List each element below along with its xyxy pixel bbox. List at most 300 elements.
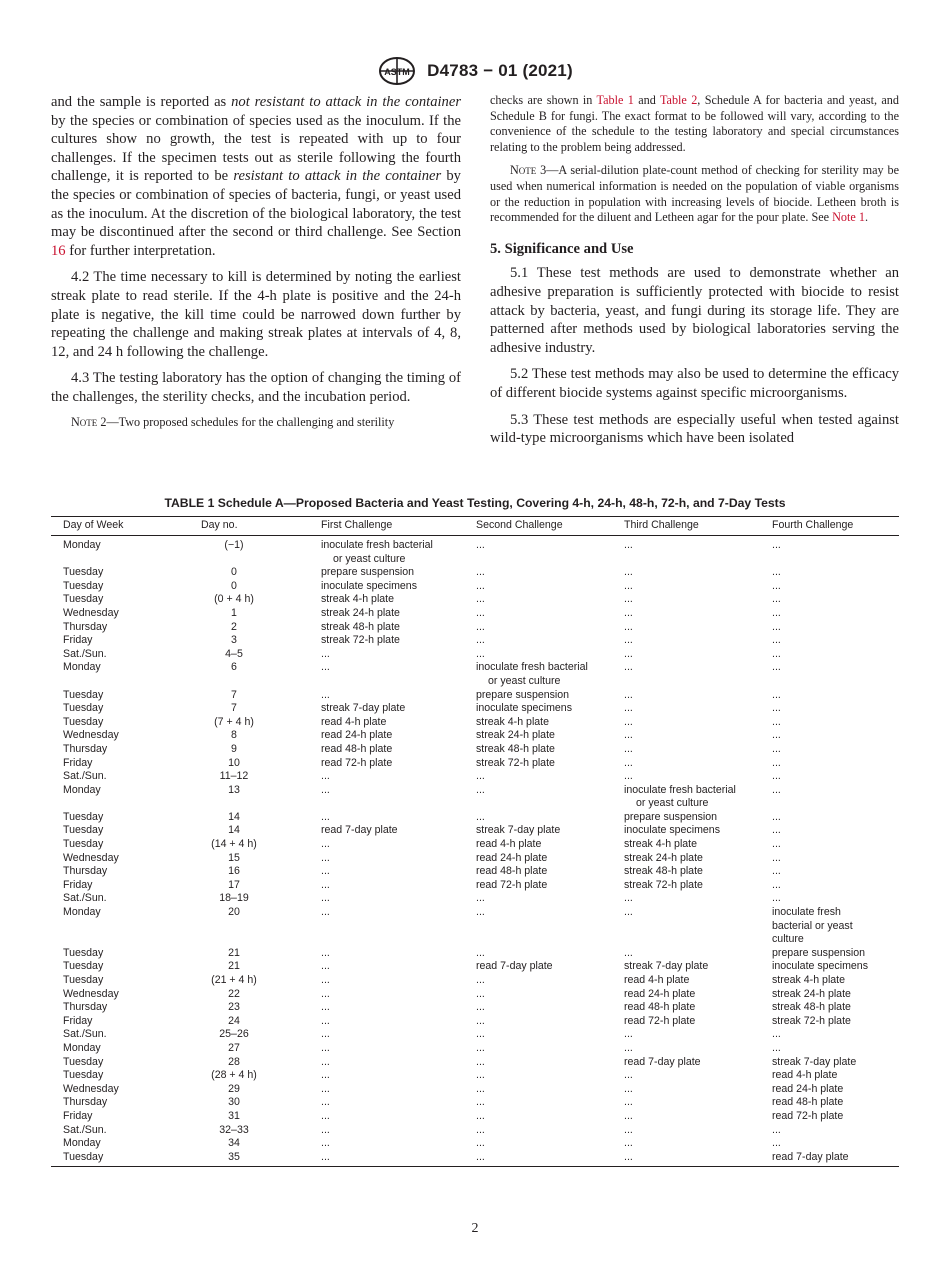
cell-day-no: 21	[228, 960, 240, 973]
cell-second-challenge: ...	[476, 1082, 485, 1095]
cell-second-challenge: ...	[476, 1069, 485, 1082]
cell-day-of-week: Wednesday	[63, 606, 119, 619]
cell-second-challenge: ...	[476, 1123, 485, 1136]
cell-fourth-challenge: prepare suspension	[772, 946, 866, 959]
cell-second-challenge: ...	[464, 1151, 612, 1167]
cell-first-challenge: read 24-h plate	[321, 729, 393, 742]
cell-day-of-week: Sat./Sun.	[63, 647, 107, 660]
table-row	[51, 1028, 899, 1042]
cell-day-of-week: Friday	[63, 1014, 93, 1027]
cell-fourth-challenge: ...	[772, 824, 781, 837]
cell-day-no: 16	[228, 865, 240, 878]
cell-day-no: 20	[228, 906, 240, 919]
table-row	[51, 757, 899, 771]
table-row	[51, 947, 899, 961]
table-row	[51, 1137, 899, 1151]
cell-day-no: 4–5	[225, 647, 243, 660]
cell-day-of-week: Tuesday	[63, 566, 104, 579]
cell-first-challenge: ...	[321, 1001, 330, 1014]
cell-day-of-week: Tuesday	[63, 702, 104, 715]
cell-first-challenge: streak 7-day plate	[321, 702, 406, 715]
cell-second-challenge: ...	[476, 810, 485, 823]
cell-day-of-week: Monday	[63, 1137, 101, 1150]
cell-third-challenge: streak 48-h plate	[624, 865, 703, 878]
table-row	[51, 1124, 899, 1138]
cell-second-challenge: ...	[476, 892, 485, 905]
table-row	[51, 892, 899, 906]
note-2: Note 2—Two proposed schedules for the challenging and sterility	[71, 414, 395, 429]
cell-second-challenge: streak 4-h plate	[476, 715, 550, 728]
table-row	[51, 838, 899, 852]
cell-day-of-week: Sat./Sun.	[63, 1028, 107, 1041]
cell-day-no: 2	[231, 620, 237, 633]
cell-second-challenge: ...	[476, 1096, 485, 1109]
cell-fourth-challenge: ...	[772, 579, 781, 592]
cell-first-challenge: ...	[321, 1069, 330, 1082]
table-row	[51, 784, 899, 811]
cell-second-challenge: ...	[476, 906, 485, 919]
cell-first-challenge: ...	[321, 892, 330, 905]
cell-fourth-challenge: ...	[772, 566, 781, 579]
cell-day-of-week: Wednesday	[63, 729, 119, 742]
cell-day-of-week: Thursday	[63, 865, 108, 878]
cell-second-challenge: ...	[476, 783, 485, 796]
table-row	[51, 1042, 899, 1056]
table-row	[51, 974, 899, 988]
table-row	[51, 852, 899, 866]
cell-day-no: 29	[228, 1082, 240, 1095]
cell-second-challenge: prepare suspension	[476, 688, 570, 701]
cell-fourth-challenge: ...	[772, 1123, 781, 1136]
cell-second-challenge: ...	[476, 566, 485, 579]
cell-fourth-challenge: ...	[772, 851, 781, 864]
cell-fourth-challenge: ...	[772, 1041, 781, 1054]
paragraph-4-2: 4.2 The time necessary to kill is determined by noting the earliest streak plate to read sterile. If the 4-h plate is positive and the 24-h plate is negative, the kill time could be narrowed down further by repeating the challenge and making streak plates at intervals of 4, 8, 12, and 24 h following the challenge.	[51, 269, 461, 360]
cell-first-challenge: ...	[321, 647, 330, 660]
cell-day-of-week: Tuesday	[63, 946, 104, 959]
cell-third-challenge: ...	[624, 1082, 633, 1095]
cell-fourth-challenge: ...	[772, 756, 781, 769]
cell-day-no: 15	[228, 851, 240, 864]
cell-fourth-challenge: read 48-h plate	[772, 1096, 844, 1109]
cell-day-no: 17	[228, 878, 240, 891]
cell-first-challenge: ...	[321, 974, 330, 986]
note-3: Note 3—A serial-dilution plate-count method of checking for sterility may be used when numerical information is needed on the population of viable organisms or the reduction in population with increasing levels of biocide. Letheen broth is recommended for the diluent and Letheen agar for the pour plate. See Note 1.	[490, 163, 899, 225]
cell-first-challenge: ...	[321, 838, 330, 851]
section-5-heading: 5. Significance and Use	[490, 240, 634, 257]
cell-third-challenge: ...	[624, 579, 633, 592]
section-16-link[interactable]: 16	[51, 242, 66, 259]
paragraph-4-3: 4.3 The testing laboratory has the option of changing the timing of the challenges, the sterility checks, and the incubation period.	[51, 370, 461, 405]
cell-day-of-week: Tuesday	[63, 579, 104, 592]
table-row	[51, 536, 899, 567]
cell-day-no: 25–26	[219, 1028, 249, 1041]
cell-first-challenge: ...	[321, 878, 330, 891]
cell-first-challenge: ...	[321, 946, 330, 959]
cell-day-no: (−1)	[224, 539, 244, 551]
page-number: 2	[471, 1221, 479, 1236]
cell-day-no: 31	[228, 1109, 240, 1122]
table-row	[51, 879, 899, 893]
cell-day-no: 14	[228, 824, 240, 837]
cell-second-challenge: ...	[476, 1109, 485, 1122]
cell-fourth-challenge: read 72-h plate	[772, 1109, 844, 1122]
table-row	[51, 729, 899, 743]
cell-second-challenge: streak 72-h plate	[476, 756, 555, 769]
cell-third-challenge: ...	[624, 539, 633, 551]
cell-first-challenge: ...	[321, 987, 330, 1000]
cell-first-challenge: ...	[309, 1151, 464, 1167]
cell-first-challenge: ...	[321, 865, 330, 878]
cell-fourth-challenge: ...	[772, 1137, 781, 1150]
cell-second-challenge: read 48-h plate	[476, 865, 548, 878]
cell-day-of-week: Friday	[63, 634, 93, 647]
cell-third-challenge: ...	[624, 906, 633, 919]
table-header-row	[51, 517, 899, 536]
cell-first-challenge: ...	[321, 661, 330, 674]
cell-day-no: 8	[231, 729, 237, 742]
cell-day-no: 18–19	[219, 892, 249, 905]
cell-first-challenge: prepare suspension	[321, 566, 415, 579]
cell-first-challenge: inoculate specimens	[321, 579, 417, 592]
cell-third-challenge: ...	[624, 1137, 633, 1150]
cell-first-challenge: ...	[321, 783, 330, 796]
cell-day-no: 7	[231, 702, 237, 715]
table-row	[51, 1056, 899, 1070]
table-row	[51, 1151, 899, 1167]
table-1-link[interactable]: Table 1	[596, 93, 634, 107]
cell-day-no: 24	[228, 1014, 240, 1027]
table-1-title: TABLE 1 Schedule A—Proposed Bacteria and Yeast Testing, Covering 4-h, 24-h, 48-h, 72-h, and 7-Day Tests	[164, 496, 786, 510]
cell-day-no: 23	[228, 1001, 240, 1014]
cell-third-challenge: ...	[624, 647, 633, 660]
cell-third-challenge: inoculate specimens	[624, 824, 720, 837]
cell-day-of-week: Sat./Sun.	[63, 1123, 107, 1136]
cell-fourth-challenge: read 24-h plate	[772, 1082, 844, 1095]
cell-second-challenge: read 72-h plate	[476, 878, 548, 891]
table-row	[51, 580, 899, 594]
cell-day-of-week: Tuesday	[63, 715, 104, 728]
cell-second-challenge: inoculate fresh bacterial or yeast culture	[476, 661, 588, 687]
cell-day-of-week: Tuesday	[63, 974, 104, 986]
table-row	[51, 865, 899, 879]
cell-third-challenge: ...	[624, 1069, 633, 1082]
cell-day-of-week: Thursday	[63, 1096, 108, 1109]
cell-day-no: 0	[231, 579, 237, 592]
cell-second-challenge: read 24-h plate	[476, 851, 548, 864]
cell-fourth-challenge: streak 7-day plate	[772, 1055, 857, 1068]
cell-fourth-challenge: ...	[772, 688, 781, 701]
cell-second-challenge: ...	[476, 539, 485, 551]
page-header	[0, 56, 950, 86]
cell-day-of-week: Monday	[63, 906, 101, 919]
cell-day-of-week: Thursday	[63, 742, 108, 755]
cell-third-challenge: read 24-h plate	[624, 987, 696, 1000]
schedule-a-table	[51, 516, 899, 1167]
cell-second-challenge: streak 7-day plate	[476, 824, 561, 837]
header-third-challenge: Third Challenge	[612, 517, 760, 536]
cell-day-of-week: Friday	[63, 756, 93, 769]
cell-second-challenge: ...	[476, 770, 485, 783]
cell-first-challenge: ...	[321, 851, 330, 864]
cell-second-challenge: read 4-h plate	[476, 838, 542, 851]
table-row	[51, 1096, 899, 1110]
cell-third-challenge: ...	[624, 620, 633, 633]
cell-third-challenge: ...	[624, 729, 633, 742]
cell-third-challenge: ...	[624, 1028, 633, 1041]
cell-first-challenge: ...	[321, 770, 330, 783]
cell-day-of-week: Tuesday	[63, 810, 104, 823]
table-row	[51, 770, 899, 784]
cell-day-no: 9	[231, 742, 237, 755]
table-row	[51, 811, 899, 825]
cell-day-of-week: Monday	[63, 661, 101, 674]
cell-second-challenge: ...	[476, 606, 485, 619]
cell-day-of-week: Tuesday	[63, 593, 104, 606]
cell-fourth-challenge: ...	[772, 634, 781, 647]
cell-fourth-challenge: ...	[772, 783, 781, 796]
cell-day-no: (21 + 4 h)	[211, 974, 257, 986]
cell-fourth-challenge: ...	[772, 810, 781, 823]
cell-day-of-week: Tuesday	[63, 960, 104, 973]
cell-day-no: 11–12	[219, 770, 249, 783]
cell-third-challenge: ...	[624, 634, 633, 647]
astm-logo-icon	[377, 56, 417, 86]
cell-day-no: 3	[231, 634, 237, 647]
cell-third-challenge: ...	[624, 715, 633, 728]
header-first-challenge: First Challenge	[309, 517, 464, 536]
table-row	[51, 648, 899, 662]
cell-second-challenge: ...	[476, 634, 485, 647]
cell-day-no: 0	[231, 566, 237, 579]
cell-second-challenge: inoculate specimens	[476, 702, 572, 715]
cell-fourth-challenge: ...	[772, 729, 781, 742]
cell-third-challenge: inoculate fresh bacterial or yeast culture	[624, 783, 736, 810]
paragraph-5-3: 5.3 These test methods are especially useful when tested against wild-type microorganisms which have been isolated	[490, 411, 899, 447]
cell-third-challenge: ...	[624, 770, 633, 783]
cell-day-no: 21	[228, 946, 240, 959]
cell-fourth-challenge: ...	[772, 715, 781, 728]
cell-second-challenge: ...	[476, 1041, 485, 1054]
cell-third-challenge: ...	[624, 742, 633, 755]
table-row	[51, 634, 899, 648]
table-row	[51, 621, 899, 635]
cell-fourth-challenge: inoculate fresh bacterial or yeast culture	[772, 906, 853, 946]
cell-day-of-week: Tuesday	[51, 1151, 159, 1167]
cell-first-challenge: ...	[321, 1137, 330, 1150]
cell-fourth-challenge: streak 4-h plate	[772, 974, 846, 986]
cell-day-no: 13	[228, 783, 240, 796]
cell-second-challenge: ...	[476, 946, 485, 959]
cell-second-challenge: ...	[476, 974, 485, 986]
cell-first-challenge: ...	[321, 1028, 330, 1041]
cell-day-of-week: Tuesday	[63, 838, 104, 851]
cell-fourth-challenge: read 7-day plate	[760, 1151, 899, 1167]
header-day-of-week: Day of Week	[51, 517, 159, 536]
cell-day-of-week: Thursday	[63, 620, 108, 633]
cell-first-challenge: read 72-h plate	[321, 756, 393, 769]
cell-first-challenge: ...	[321, 1055, 330, 1068]
table-row	[51, 1110, 899, 1124]
cell-third-challenge: ...	[624, 661, 633, 674]
cell-day-of-week: Tuesday	[63, 824, 104, 837]
cell-day-of-week: Monday	[63, 1041, 101, 1054]
cell-fourth-challenge: ...	[772, 647, 781, 660]
cell-third-challenge: read 48-h plate	[624, 1001, 696, 1014]
cell-first-challenge: read 7-day plate	[321, 824, 398, 837]
header-second-challenge: Second Challenge	[464, 517, 612, 536]
cell-third-challenge: streak 72-h plate	[624, 878, 703, 891]
cell-first-challenge: ...	[321, 810, 330, 823]
table-row	[51, 689, 899, 703]
header-fourth-challenge: Fourth Challenge	[760, 517, 899, 536]
cell-third-challenge: prepare suspension	[624, 810, 718, 823]
cell-first-challenge: ...	[321, 1041, 330, 1054]
cell-fourth-challenge: streak 24-h plate	[772, 987, 851, 1000]
cell-day-no: 35	[159, 1151, 309, 1167]
cell-third-challenge: ...	[624, 702, 633, 715]
table-row	[51, 988, 899, 1002]
note-1-link[interactable]: Note 1	[832, 210, 865, 225]
cell-day-of-week: Tuesday	[63, 688, 104, 701]
cell-second-challenge: ...	[476, 1055, 485, 1068]
cell-second-challenge: streak 24-h plate	[476, 729, 555, 742]
cell-third-challenge: ...	[624, 606, 633, 619]
cell-second-challenge: ...	[476, 593, 485, 606]
paragraph-4-1-continued: and the sample is reported as not resistant to attack in the container by the species or combination of species used as the inoculum. If the cultures show no growth, the test is repeated with up to four challenges. If the specimen tests out as sterile following the fourth challenge, it is reported to be resistant to attack in the container by the species or combination of species of bacteria, fungi, or yeast used as the inoculum. At the discretion of the biological laboratory, the test may be discontinued after the second or third challenge. See Section 16 for further interpretation.	[51, 94, 461, 259]
cell-first-challenge: ...	[321, 1123, 330, 1136]
cell-day-of-week: Tuesday	[63, 1069, 104, 1082]
table-row	[51, 960, 899, 974]
cell-second-challenge: ...	[476, 1001, 485, 1014]
cell-second-challenge: ...	[476, 1028, 485, 1041]
cell-day-no: (14 + 4 h)	[211, 838, 257, 851]
cell-day-no: 32–33	[219, 1123, 249, 1136]
cell-day-no: 1	[231, 606, 237, 619]
paragraph-5-2: 5.2 These test methods may also be used to determine the efficacy of different biocide systems against specific microorganisms.	[490, 366, 899, 401]
cell-fourth-challenge: ...	[772, 865, 781, 878]
cell-day-no: 10	[228, 756, 240, 769]
cell-day-no: (28 + 4 h)	[211, 1069, 257, 1082]
cell-third-challenge: ...	[624, 756, 633, 769]
cell-first-challenge: inoculate fresh bacterial or yeast culture	[321, 539, 433, 565]
table-row	[51, 1083, 899, 1097]
cell-first-challenge: streak 72-h plate	[321, 634, 400, 647]
cell-third-challenge: streak 4-h plate	[624, 838, 698, 851]
cell-first-challenge: ...	[321, 960, 330, 973]
cell-third-challenge: read 7-day plate	[624, 1055, 701, 1068]
cell-day-no: 30	[228, 1096, 240, 1109]
cell-second-challenge: ...	[476, 987, 485, 1000]
cell-third-challenge: ...	[624, 1041, 633, 1054]
cell-third-challenge: ...	[624, 688, 633, 701]
cell-first-challenge: ...	[321, 1096, 330, 1109]
cell-third-challenge: ...	[624, 1096, 633, 1109]
cell-fourth-challenge: ...	[772, 661, 781, 674]
cell-day-no: 14	[228, 810, 240, 823]
cell-day-of-week: Monday	[63, 539, 101, 551]
table-row	[51, 1001, 899, 1015]
cell-fourth-challenge: ...	[772, 593, 781, 606]
cell-third-challenge: ...	[624, 566, 633, 579]
cell-day-of-week: Wednesday	[63, 987, 119, 1000]
cell-day-of-week: Tuesday	[63, 1055, 104, 1068]
svg-text:ASTM: ASTM	[384, 67, 410, 77]
cell-first-challenge: ...	[321, 906, 330, 919]
table-row	[51, 1069, 899, 1083]
cell-first-challenge: ...	[321, 1082, 330, 1095]
note-2-continued: checks are shown in Table 1 and Table 2, Schedule A for bacteria and yeast, and Schedule B for fungi. The exact format to be followed will vary, according to the convenience of the schedule to the testing laboratory and special circumstances relating to the problem being addressed.	[490, 93, 899, 154]
table-1	[51, 496, 899, 1167]
cell-third-challenge: read 72-h plate	[624, 1014, 696, 1027]
cell-second-challenge: ...	[476, 620, 485, 633]
cell-day-of-week: Friday	[63, 1109, 93, 1122]
table-row	[51, 1015, 899, 1029]
table-row	[51, 566, 899, 580]
right-column	[490, 93, 899, 456]
cell-day-of-week: Sat./Sun.	[63, 770, 107, 783]
cell-fourth-challenge: ...	[772, 838, 781, 851]
table-body	[51, 536, 899, 1167]
cell-fourth-challenge: streak 72-h plate	[772, 1014, 851, 1027]
cell-day-of-week: Wednesday	[63, 851, 119, 864]
cell-second-challenge: read 7-day plate	[476, 960, 553, 973]
cell-first-challenge: read 4-h plate	[321, 715, 387, 728]
left-column	[51, 93, 461, 438]
cell-fourth-challenge: ...	[772, 1028, 781, 1041]
cell-fourth-challenge: ...	[772, 620, 781, 633]
cell-day-of-week: Monday	[63, 783, 101, 796]
cell-day-of-week: Thursday	[63, 1001, 108, 1014]
table-row	[51, 716, 899, 730]
table-row	[51, 906, 899, 947]
cell-day-no: 22	[228, 987, 240, 1000]
cell-first-challenge: streak 4-h plate	[321, 593, 395, 606]
cell-fourth-challenge: ...	[772, 878, 781, 891]
cell-day-of-week: Sat./Sun.	[63, 892, 107, 905]
cell-third-challenge: read 4-h plate	[624, 974, 690, 986]
cell-third-challenge: ...	[624, 1123, 633, 1136]
cell-second-challenge: ...	[476, 647, 485, 660]
table-row	[51, 607, 899, 621]
cell-third-challenge: streak 7-day plate	[624, 960, 709, 973]
cell-third-challenge: ...	[624, 593, 633, 606]
cell-first-challenge: read 48-h plate	[321, 742, 393, 755]
paragraph-5-1: 5.1 These test methods are used to demonstrate whether an adhesive preparation is sufficiently protected with biocide to resist attack by bacteria, yeast, and fungi during its storage life. They are patterned after methods used by biological laboratories serving the adhesive industry.	[490, 265, 899, 356]
header-day-no: Day no.	[159, 517, 309, 536]
table-2-link[interactable]: Table 2	[659, 93, 698, 107]
cell-third-challenge: ...	[612, 1151, 760, 1167]
cell-day-of-week: Friday	[63, 878, 93, 891]
cell-fourth-challenge: ...	[772, 606, 781, 619]
cell-day-of-week: Wednesday	[63, 1082, 119, 1095]
cell-day-no: 7	[231, 688, 237, 701]
cell-first-challenge: ...	[321, 1109, 330, 1122]
table-row	[51, 661, 899, 688]
cell-day-no: (0 + 4 h)	[214, 593, 254, 606]
cell-second-challenge: ...	[476, 579, 485, 592]
cell-fourth-challenge: ...	[772, 892, 781, 905]
cell-first-challenge: streak 24-h plate	[321, 606, 400, 619]
cell-day-no: 6	[231, 661, 237, 674]
cell-fourth-challenge: streak 48-h plate	[772, 1001, 851, 1014]
cell-second-challenge: streak 48-h plate	[476, 742, 555, 755]
cell-fourth-challenge: ...	[772, 742, 781, 755]
cell-fourth-challenge: ...	[772, 702, 781, 715]
table-row	[51, 824, 899, 838]
cell-second-challenge: ...	[476, 1014, 485, 1027]
cell-day-no: 28	[228, 1055, 240, 1068]
